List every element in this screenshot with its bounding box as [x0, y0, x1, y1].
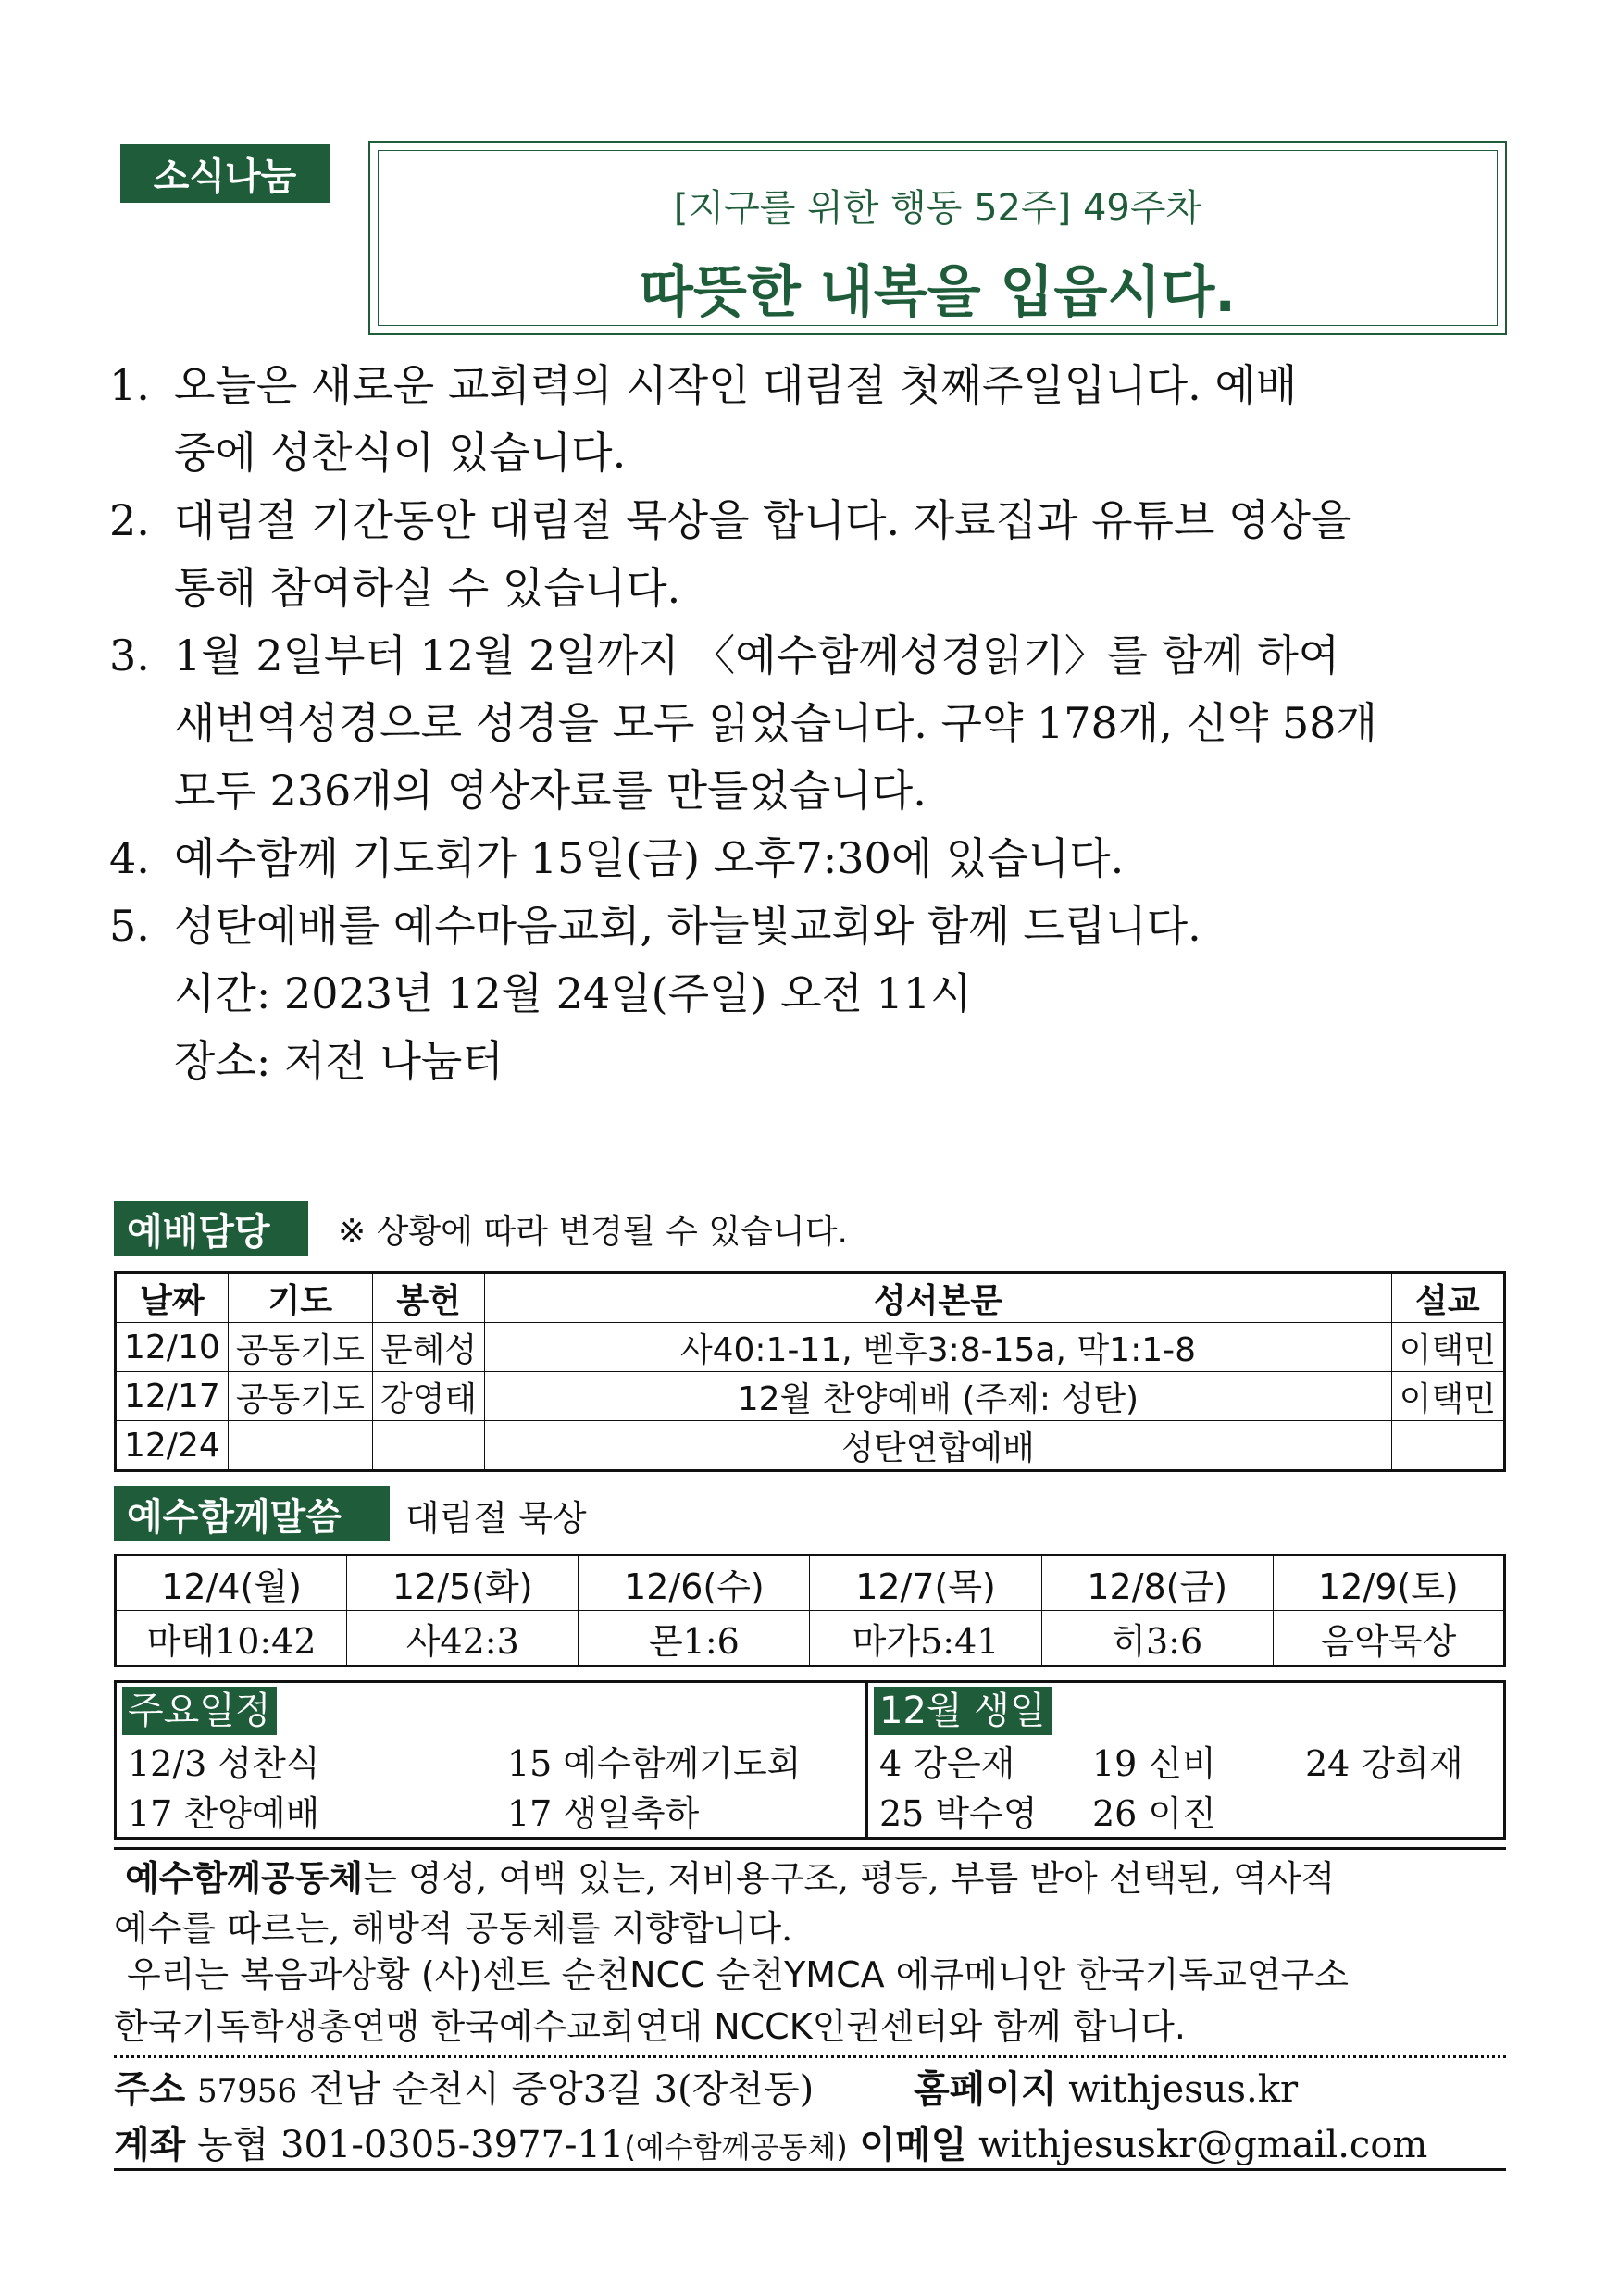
schedule-item: 17 찬양예배	[128, 1793, 320, 1834]
notice-line: 1월 2일부터 12월 2일까지 〈예수함께성경읽기〉를 함께 하여	[174, 630, 1340, 680]
worship-cell: 12월 찬양예배 (주제: 성탄)	[485, 1372, 1391, 1421]
notice-item	[109, 825, 1516, 892]
address: 전남 순천시 중앙3길 3(장천동)	[308, 2068, 815, 2111]
homepage-label: 홈페이지	[914, 2068, 1057, 2111]
title-box	[368, 141, 1507, 335]
notice-number: 1.	[109, 360, 150, 410]
dotted-divider	[114, 2055, 1506, 2058]
notice-line: 새번역성경으로 성경을 모두 읽었습니다. 구약 178개, 신약 58개	[174, 698, 1377, 748]
footer	[114, 2063, 1506, 2174]
word-date-cell: 12/5(화)	[347, 1555, 579, 1611]
word-date-cell: 12/6(수)	[579, 1555, 810, 1611]
news-section-tag: 소식나눔	[120, 144, 330, 203]
schedule-panel	[117, 1683, 868, 1837]
word-date-cell: 12/4(월)	[116, 1555, 347, 1611]
worship-cell: 공동기도	[228, 1372, 372, 1421]
birthday-item: 26 이진	[1092, 1793, 1216, 1834]
schedule-item: 17 생일축하	[507, 1793, 700, 1834]
partners-line1: 우리는 복음과상황 (사)센트 순천NCC 순천YMCA 에큐메니안 한국기독교연구소	[127, 1954, 1349, 1995]
notice-line: 대림절 기간동안 대림절 묵상을 합니다. 자료집과 유튜브 영상을	[174, 495, 1352, 545]
word-table	[114, 1554, 1506, 1667]
worship-note: ※ 상황에 따라 변경될 수 있습니다.	[338, 1213, 848, 1251]
notice-line: 통해 참여하실 수 있습니다.	[174, 563, 681, 613]
worship-cell	[228, 1421, 372, 1471]
email-label: 이메일	[859, 2124, 967, 2166]
word-verse-cell: 사42:3	[347, 1611, 579, 1666]
schedule-item: 12/3 성찬식	[128, 1743, 320, 1784]
worship-header-cell: 기도	[228, 1273, 372, 1323]
partners-statement	[114, 1949, 1506, 2053]
worship-header-cell: 봉헌	[372, 1273, 484, 1323]
notice-number: 4.	[109, 833, 150, 883]
notice-number: 2.	[109, 495, 150, 545]
word-verse-cell: 몬1:6	[579, 1611, 810, 1666]
email-link[interactable]: withjesuskr@gmail.com	[978, 2124, 1428, 2166]
worship-cell: 사40:1-11, 벧후3:8-15a, 막1:1-8	[485, 1323, 1391, 1372]
worship-cell	[1391, 1421, 1504, 1471]
worship-cell: 공동기도	[228, 1323, 372, 1372]
birthday-item	[1305, 1789, 1518, 1839]
worship-header-cell: 날짜	[116, 1273, 229, 1323]
mission-text: 는 영성, 여백 있는, 저비용구조, 평등, 부름 받아 선택된, 역사적	[363, 1858, 1336, 1899]
worship-cell: 이택민	[1391, 1323, 1504, 1372]
birthday-tag: 12월 생일	[874, 1687, 1052, 1735]
birthday-item: 24 강희재	[1305, 1743, 1463, 1784]
notice-item	[109, 487, 1516, 622]
worship-cell: 문혜성	[372, 1323, 484, 1372]
word-date-cell: 12/9(토)	[1273, 1555, 1504, 1611]
word-theme: 대림절 묵상	[405, 1498, 587, 1539]
notice-line: 모두 236개의 영상자료를 만들었습니다.	[174, 766, 927, 816]
birthday-item: 25 박수영	[879, 1793, 1038, 1834]
notice-number: 5.	[109, 901, 150, 951]
notice-item	[109, 352, 1516, 487]
word-date-cell: 12/7(목)	[810, 1555, 1041, 1611]
birthday-item: 4 강은재	[879, 1743, 1015, 1784]
homepage-link[interactable]: withjesus.kr	[1068, 2068, 1299, 2111]
word-date-cell: 12/8(금)	[1041, 1555, 1273, 1611]
notice-line: 중에 성찬식이 있습니다.	[174, 428, 627, 478]
table-row	[116, 1323, 1505, 1372]
notice-line: 오늘은 새로운 교회력의 시작인 대림절 첫째주일입니다. 예배	[174, 360, 1298, 410]
schedule-item: 15 예수함께기도회	[507, 1743, 802, 1784]
worship-cell: 성탄연합예배	[485, 1421, 1391, 1471]
notice-line: 시간: 2023년 12월 24일(주일) 오전 11시	[174, 968, 972, 1018]
notice-number: 3.	[109, 630, 150, 680]
account-owner: (예수함께공동체)	[624, 2129, 848, 2165]
notice-line: 장소: 저전 나눔터	[174, 1036, 504, 1086]
word-section-tag: 예수함께말씀	[114, 1486, 390, 1541]
notice-item	[109, 622, 1516, 825]
worship-cell: 12/10	[116, 1323, 229, 1372]
word-verse-cell: 마태10:42	[116, 1611, 347, 1666]
mission-text-line2: 예수를 따르는, 해방적 공동체를 지향합니다.	[114, 1908, 793, 1949]
worship-table	[114, 1271, 1506, 1472]
worship-header-cell: 설교	[1391, 1273, 1504, 1323]
worship-cell: 강영태	[372, 1372, 484, 1421]
worship-section-tag: 예배담당	[114, 1201, 308, 1256]
worship-cell: 이택민	[1391, 1372, 1504, 1421]
bottom-rule	[114, 2168, 1506, 2171]
birthday-item: 19 신비	[1092, 1743, 1216, 1784]
worship-cell	[372, 1421, 484, 1471]
address-label: 주소	[114, 2068, 186, 2111]
title-subtitle: [지구를 위한 행동 52주] 49주차	[673, 187, 1202, 230]
worship-header-cell: 성서본문	[485, 1273, 1391, 1323]
worship-cell: 12/24	[116, 1421, 229, 1471]
word-verse-cell: 음악묵상	[1273, 1611, 1504, 1666]
mission-statement	[114, 1847, 1506, 1953]
table-row	[116, 1372, 1505, 1421]
notice-line: 예수함께 기도회가 15일(금) 오후7:30에 있습니다.	[174, 833, 1125, 883]
birthday-panel	[868, 1683, 1503, 1837]
word-verse-cell: 히3:6	[1041, 1611, 1273, 1666]
schedule-birthday-box	[114, 1680, 1506, 1840]
word-verse-cell: 마가5:41	[810, 1611, 1041, 1666]
account-number: 농협 301-0305-3977-11	[197, 2124, 625, 2166]
notice-line: 성탄예배를 예수마음교회, 하늘빛교회와 함께 드립니다.	[174, 901, 1201, 951]
schedule-tag: 주요일정	[122, 1687, 277, 1735]
notice-item	[109, 892, 1516, 1095]
mission-community-name: 예수함께공동체	[125, 1858, 364, 1899]
partners-line2: 한국기독학생총연맹 한국예수교회연대 NCCK인권센터와 함께 합니다.	[114, 2006, 1186, 2047]
account-label: 계좌	[114, 2124, 186, 2166]
zip-code: 57956	[197, 2073, 298, 2110]
table-row	[116, 1421, 1505, 1471]
worship-cell: 12/17	[116, 1372, 229, 1421]
notice-list	[109, 352, 1516, 1095]
page-title: 따뜻한 내복을 입읍시다.	[639, 260, 1237, 325]
